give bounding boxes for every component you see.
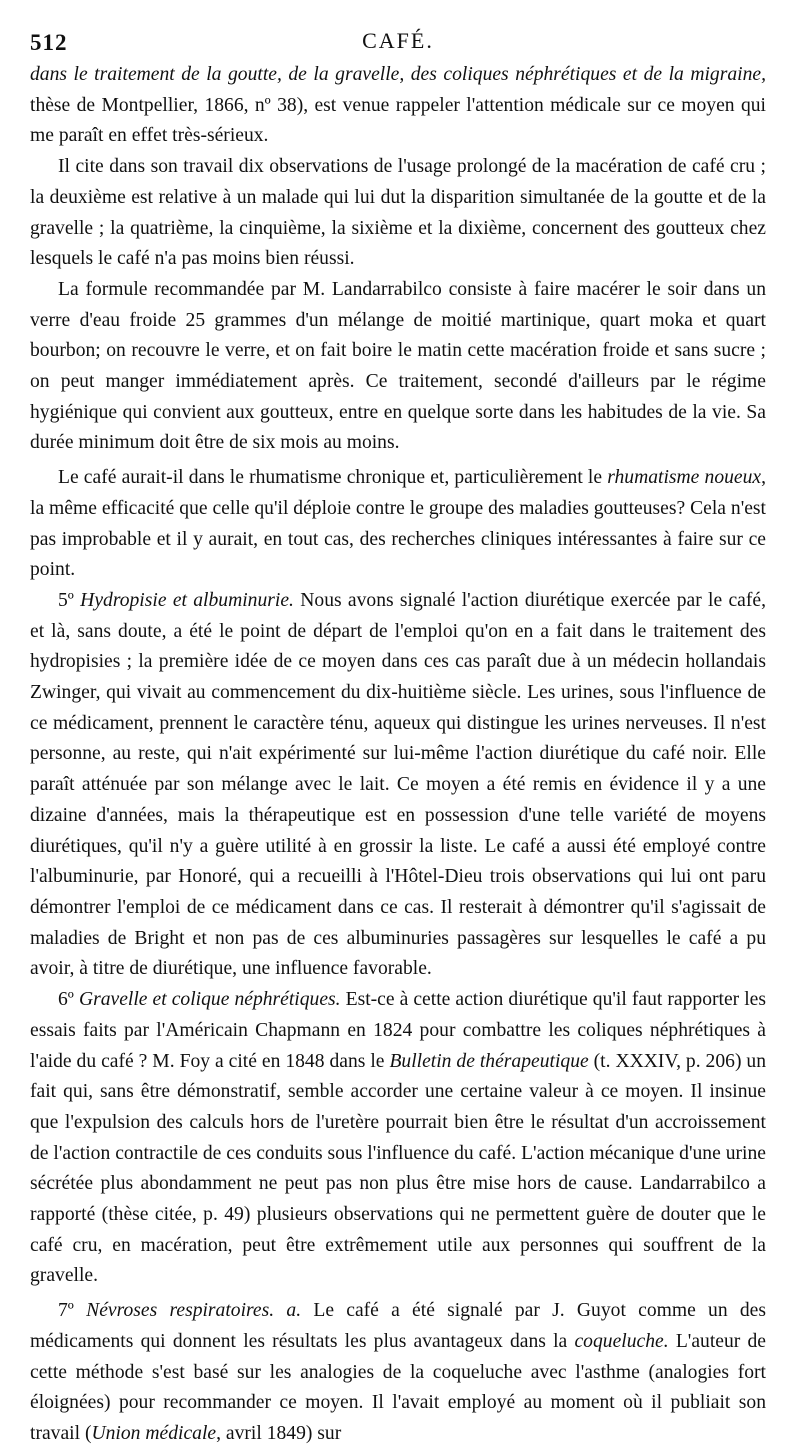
subsection-letter: a. xyxy=(286,1300,302,1322)
text-segment: Nous avons signalé l'action diurétique exercée par le café, et là, sans doute, a été le point de départ de l'emploi qu'on en a fait dans le traitement des hydropisies ; la première idée de ce moyen dans ces cas paraît due à un médecin hollandais Zwinger, qui vivait au commencement du dix-huitième siècle. Les urines, sous l'influence de ce médicament, prennent le caractère ténu, aqueux qui distingue les urines nerveuses. Il n'est personne, au reste, qui n'ait expérimenté sur lui-même l'action diurétique du café noir. Elle paraît atténuée par son mélange avec le lait. Ce moyen a été remis en évidence il y a une dizaine d'années, mais la thérapeutique est en possession d'une telle variété de moyens diurétiques, qu'il n'y a guère utilité à en grossir la liste. Le café a aussi été employé contre l'albuminurie, par Honoré, qui a recueilli à l'Hôtel-Dieu trois observations qui lui ont paru démontrer l'emploi de ce médicament dans ce cas. Il resterait à démontrer qu'il s'agissait de maladies de Bright et non pas de ces albuminuries passagères sur lesquelles le café a pu avoir, à titre de diurétique, une influence favorable. xyxy=(30,589,766,980)
text-segment: La formule recommandée par M. Landarrabilco consiste à faire macérer le soir dans un verre d'eau froide 25 grammes d'un mélange de moitié martinique, quart moka et quart bourbon; on recouvre le verre, et on fait boire le matin cette macération froide et sans sucre ; on peut manger immédiatement après. Ce traitement, secondé d'ailleurs par le régime hygiénique qui convient aux goutteux, entre en quelque sorte dans les habitudes de la vie. Sa durée minimum doit être de six mois au moins. xyxy=(30,278,766,454)
section-hydropisie xyxy=(30,586,766,985)
text-segment: (t. XXXIV, p. 206) un fait qui, sans être démonstratif, semble accorder une certaine valeur à ce moyen. Il insinue que l'expulsion des calculs hors de l'uretère pourrait bien être le résultat d'un accroissement de l'action contractile de ces conduits sous l'influence du café. L'action mécanique d'une urine sécrétée plus abondamment ne peut pas non plus être mise hors de cause. Landarrabilco a rapporté (thèse citée, p. 49) plusieurs observations qui ne permettent guère de douter que le café cru, en macération, peut être extrêmement utile aux personnes qui souffrent de la gravelle. xyxy=(30,1050,767,1287)
journal-title: Union médicale xyxy=(91,1422,217,1444)
page-header xyxy=(30,24,766,60)
paragraph-rhumatisme xyxy=(30,463,766,586)
section-heading: Gravelle et colique néphrétiques. xyxy=(78,989,341,1011)
text-segment xyxy=(274,1300,286,1321)
text-segment: rhumatisme noueux xyxy=(607,467,762,489)
running-title: CAFÉ. xyxy=(362,28,434,53)
text-segment: Le café a été signalé par J. Guyot comme un des médicaments qui donnent les résultats les plus avantageux dans la xyxy=(30,1300,766,1352)
text-segment: , la même efficacité que celle qu'il déploie contre le groupe des maladies goutteuses? Cela n'est pas improbable et il y aurait, en tout cas, des recherches cliniques intéressantes à faire sur ce point. xyxy=(30,467,767,581)
text-segment: dans le traitement de la goutte, de la gravelle, des coliques néphrétiques et de la migraine, xyxy=(30,64,766,85)
paragraph-observations xyxy=(30,152,766,275)
text-segment: Il cite dans son travail dix observations de l'usage prolongé de la macération de café cru ; la deuxième est relative à un malade qui lui dut la disparition simultanée de la goutte et de la gravelle ; la quatrième, la cinquième, la sixième et la dixième, concernent des goutteux chez lesquels le café n'a pas moins bien réussi. xyxy=(30,156,766,270)
body-text xyxy=(30,60,766,1450)
text-segment: thèse de Montpellier, 1866, nº 38), est venue rappeler l'attention médicale sur ce moyen qui me paraît en effet très-sérieux. xyxy=(30,94,766,147)
paragraph-formula xyxy=(30,275,766,459)
paragraph-continuation xyxy=(30,60,766,152)
text-segment: L'auteur de cette méthode s'est basé sur les analogies de la coqueluche avec l'asthme (analogies fort éloignées) pour recommander ce moyen. Il l'avait employé au moment où il publiait son travail ( xyxy=(30,1330,766,1444)
section-nevroses xyxy=(30,1296,766,1450)
page-number: 512 xyxy=(30,30,68,55)
text-segment: Est-ce à cette action diurétique qu'il faut rapporter les essais faits par l'Américain Chapmann en 1824 pour combattre les coliques néphrétiques à l'aide du café ? M. Foy a cité en 1848 dans le xyxy=(30,989,766,1072)
section-number: 6º xyxy=(58,989,79,1011)
section-gravelle xyxy=(30,985,766,1292)
journal-title: Bulletin de thérapeutique xyxy=(389,1050,589,1072)
text-segment: Le café aurait-il dans le rhumatisme chronique et, particulièrement le xyxy=(58,467,608,489)
section-heading: Névroses respiratoires. xyxy=(86,1300,275,1322)
section-number: 5º xyxy=(58,589,81,611)
text-segment: , avril 1849) sur xyxy=(216,1422,342,1444)
italic-term: coqueluche. xyxy=(574,1330,669,1352)
section-heading: Hydropisie et albuminurie. xyxy=(80,589,294,611)
section-number: 7º xyxy=(58,1300,87,1322)
